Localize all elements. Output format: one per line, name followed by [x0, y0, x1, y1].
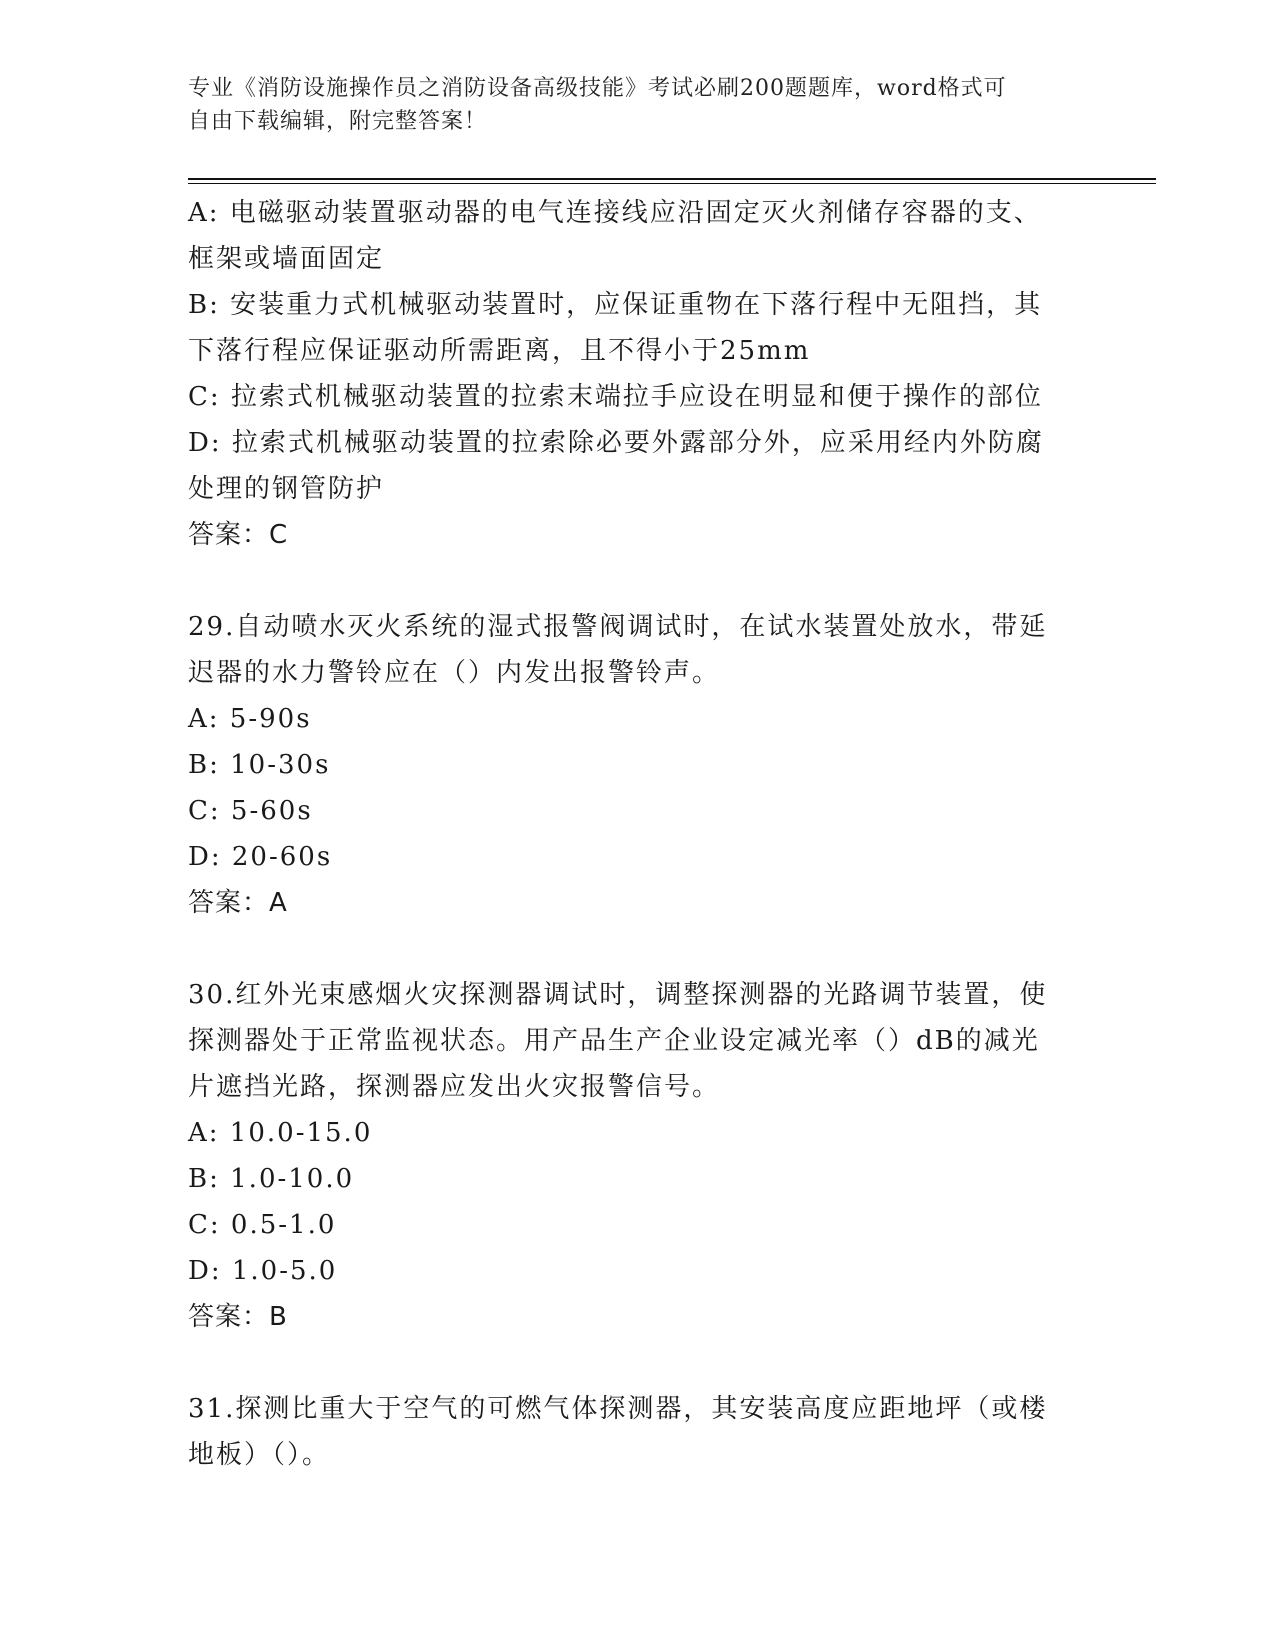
q28-option-a-line-2: 框架或墙面固定	[188, 244, 385, 274]
q28-option-c: C: 拉索式机械驱动装置的拉索末端拉手应设在明显和便于操作的部位	[188, 382, 1043, 412]
q30-answer: 答案：B	[188, 1302, 288, 1332]
q28-option-a-line-1: A: 电磁驱动装置驱动器的电气连接线应沿固定灭火剂储存容器的支、	[188, 198, 1042, 228]
spacer	[188, 1340, 1088, 1386]
q31-stem-line-2: 地板）（）。	[188, 1440, 331, 1470]
q30-option-a: A: 10.0-15.0	[188, 1118, 373, 1148]
q30-option-b: B: 1.0-10.0	[188, 1164, 355, 1194]
header-rule-thin	[188, 183, 1156, 184]
q28-option-d-line-2: 处理的钢管防护	[188, 474, 385, 504]
spacer	[188, 558, 1088, 604]
q28-option-b-line-1: B: 安装重力式机械驱动装置时，应保证重物在下落行程中无阻挡，其	[188, 290, 1043, 320]
q31-stem-line-1: 31.探测比重大于空气的可燃气体探测器，其安装高度应距地坪（或楼	[188, 1394, 1048, 1424]
question-content	[188, 190, 1088, 1478]
document-header	[188, 72, 1068, 138]
q30-stem-line-3: 片遮挡光路，探测器应发出火灾报警信号。	[188, 1072, 721, 1102]
question-29	[188, 604, 1088, 926]
q28-option-b-line-2: 下落行程应保证驱动所需距离，且不得小于25mm	[188, 336, 811, 366]
q29-option-d: D: 20-60s	[188, 842, 333, 872]
header-line-1: 专业《消防设施操作员之消防设备高级技能》考试必刷200题题库，word格式可	[188, 76, 1007, 101]
q28-answer: 答案：C	[188, 520, 289, 550]
q29-stem-line-1: 29.自动喷水灭火系统的湿式报警阀调试时，在试水装置处放水，带延	[188, 612, 1048, 642]
q30-option-c: C: 0.5-1.0	[188, 1210, 337, 1240]
q29-option-c: C: 5-60s	[188, 796, 313, 826]
question-30	[188, 972, 1088, 1340]
question-31	[188, 1386, 1088, 1478]
question-28	[188, 190, 1088, 558]
q28-option-d-line-1: D: 拉索式机械驱动装置的拉索除必要外露部分外，应采用经内外防腐	[188, 428, 1044, 458]
q30-stem-line-1: 30.红外光束感烟火灾探测器调试时，调整探测器的光路调节装置，使	[188, 980, 1048, 1010]
q30-stem-line-2: 探测器处于正常监视状态。用产品生产企业设定减光率（）dB的减光	[188, 1026, 1040, 1056]
q29-option-a: A: 5-90s	[188, 704, 312, 734]
q29-answer: 答案：A	[188, 888, 288, 918]
header-line-2: 自由下载编辑，附完整答案！	[188, 109, 488, 134]
q29-option-b: B: 10-30s	[188, 750, 331, 780]
q30-option-d: D: 1.0-5.0	[188, 1256, 338, 1286]
spacer	[188, 926, 1088, 972]
header-rule-thick	[188, 178, 1156, 180]
q29-stem-line-2: 迟器的水力警铃应在（）内发出报警铃声。	[188, 658, 721, 688]
